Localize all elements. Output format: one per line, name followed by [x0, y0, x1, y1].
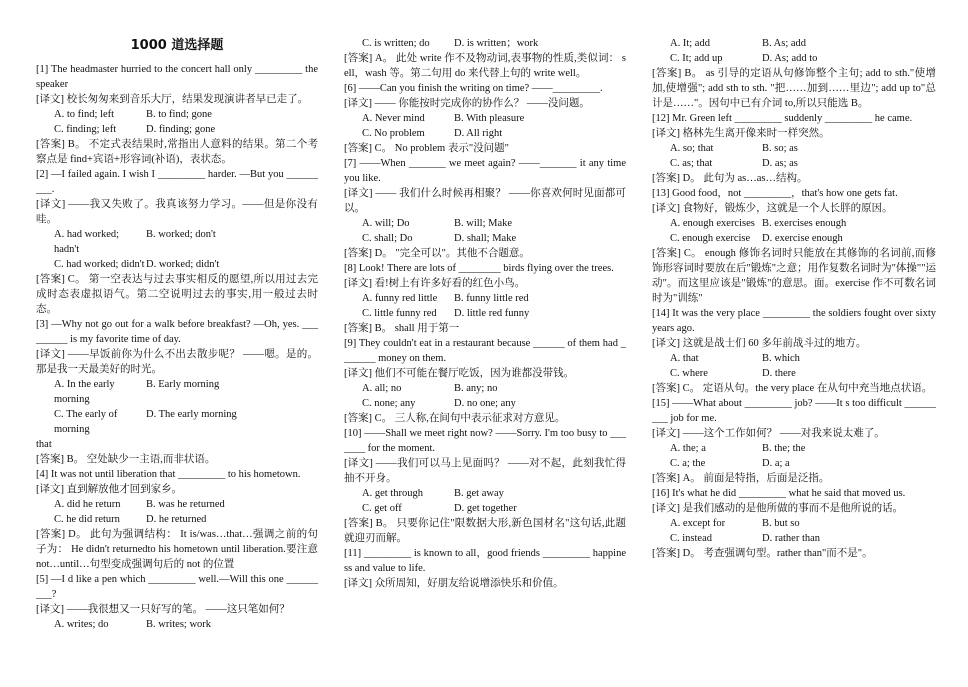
- option-row: [36, 497, 318, 512]
- option-b: D. as; as: [762, 158, 798, 169]
- answer-text: [答案] D。 考查强调句型。rather than"而不是"。: [652, 548, 873, 559]
- answer-text: [答案] C。 第一空表达与过去事实相反的愿望,所以用过去完成时态表虚拟语气。第二空说明过去的事实,用一般过去时态。: [36, 274, 318, 315]
- option-a: A. did he return: [54, 499, 121, 510]
- translation-text: [译文] —— 你能按时完成你的协作么？ ——没问题。: [344, 98, 590, 109]
- option-row: [36, 257, 318, 272]
- option-b: D. get together: [454, 503, 517, 514]
- question-text: [14] It was the very place _________ the soldiers fought over sixty years ago.: [652, 308, 936, 334]
- answer-text: [答案] B。 只要你记住"限数据大形,新色国材名"这句话,此题就迎刃而解。: [344, 518, 626, 544]
- option-row: [652, 216, 936, 231]
- answer-text: [答案] C。 定语从句。the very place 在从句中充当地点状语。: [652, 383, 933, 394]
- option-a: C. had worked; didn't: [54, 259, 145, 270]
- answer-text: [答案] C。 enough 修饰名词时只能放在其修饰的名词前,而修饰形容词时要放在后"锻炼"之意；用作复数名词时为"体操""运动"。而这里应该是"锻炼"的意思。面。exercise 作不可数名词时为"训练": [652, 248, 936, 304]
- option-b: B. the; the: [762, 443, 806, 454]
- option-b: B. With pleasure: [454, 113, 525, 124]
- translation-text: [译文] ——这个工作如何？ ——对我来说太难了。: [652, 428, 885, 439]
- option-row: [652, 141, 936, 156]
- answer-text: [答案] D。 此句为 as…as…结构。: [652, 173, 808, 184]
- option-a: A. Never mind: [362, 113, 425, 124]
- option-row: [344, 126, 626, 141]
- answer-text: [答案] C。 No problem 表示"没问题": [344, 143, 509, 154]
- option-b: B. writes; work: [146, 619, 212, 630]
- option-row: [652, 366, 936, 381]
- answer-text: [答案] A。 此处 write 作不及物动词,表事物的性质,类似词： sell，wash 等。第二句用 do 来代替上句的 write well。: [344, 53, 626, 79]
- option-b: D. The early morning: [146, 409, 237, 420]
- option-a: C. The early of morning: [54, 409, 118, 435]
- option-b: B. worked; don't: [146, 229, 216, 240]
- option-row: [36, 512, 318, 527]
- option-b: D. shall; Make: [454, 233, 517, 244]
- question-text: [3] —Why not go out for a walk before breakfast? —Oh, yes. _________ is my favorite time of day.: [36, 319, 318, 345]
- option-row: [652, 516, 936, 531]
- question-text: [8] Look! There are lots of ________ birds flying over the trees.: [344, 263, 614, 274]
- question-text: [5] —I d like a pen which _________ well.—Will this one _________?: [36, 574, 318, 600]
- translation-text: [译文] 看!树上有许多好看的红色小鸟。: [344, 278, 526, 289]
- option-b: D. finding; gone: [146, 124, 216, 135]
- column-middle: [344, 36, 626, 591]
- column-right: [652, 36, 936, 561]
- option-row: [652, 51, 936, 66]
- question-text: [16] It's what he did _________ what he said that moved us.: [652, 488, 906, 499]
- question-text: [11] _________ is known to all，good friends _________ happiness and value to life.: [344, 548, 626, 574]
- translation-text: [译文] 食物好，锻炼少，这就是一个人长胖的原因。: [652, 203, 893, 214]
- option-a: C. No problem: [362, 128, 425, 139]
- column-left: [36, 62, 318, 632]
- translation-text: [译文] 这就是战士们 60 多年前战斗过的地方。: [652, 338, 867, 349]
- option-row: [344, 306, 626, 321]
- option-row: [36, 377, 318, 407]
- option-b: B. funny little red: [454, 293, 529, 304]
- option-row: [344, 36, 626, 51]
- option-a: A. so; that: [670, 143, 714, 154]
- translation-text: [译文] 是我们感动的是他所做的事而不是他所说的话。: [652, 503, 904, 514]
- translation-text: [译文] ——我很想又一只好写的笔。 ——这只笔如何？: [36, 604, 290, 615]
- option-a: C. none; any: [362, 398, 416, 409]
- question-text: [4] It was not until liberation that _________ to his hometown.: [36, 469, 301, 480]
- answer-text: [答案] B。 shall 用于第一: [344, 323, 460, 334]
- option-a: A. funny red little: [362, 293, 438, 304]
- option-a: C. get off: [362, 503, 402, 514]
- answer-text: [答案] A。 前面是特指，后面是泛指。: [652, 473, 830, 484]
- option-row: [344, 501, 626, 516]
- option-a: A. all; no: [362, 383, 402, 394]
- option-a: C. he did return: [54, 514, 120, 525]
- question-text: [13] Good food，not _________，that's how one gets fat.: [652, 188, 898, 199]
- option-row: [344, 111, 626, 126]
- question-text: [10] ——Shall we meet right now? ——Sorry. I'm too busy to _______ for the moment.: [344, 428, 626, 454]
- translation-text: [译文] 直到解放他才回到家乡。: [36, 484, 183, 495]
- option-row: [36, 407, 318, 437]
- translation-text: [译文] 校长匆匆来到音乐大厅，结果发现演讲者早已走了。: [36, 94, 309, 105]
- option-row: [36, 227, 318, 257]
- option-a: C. a; the: [670, 458, 706, 469]
- answer-text: [答案] B。 as 引导的定语从句修饰整个主句; add to sth."使增加,使增强"; add sth to sth. "把……加到……里边"; add up to"总计是……"。因句中已有介词 to,所以只能选 B。: [652, 68, 937, 109]
- option-b: B. to find; gone: [146, 109, 212, 120]
- option-a: A. writes; do: [54, 619, 109, 630]
- option-a: A. the; a: [670, 443, 706, 454]
- option-a: C. where: [670, 368, 708, 379]
- option-b: D. is written；work: [454, 38, 539, 49]
- page-title: 1000 道选择题: [130, 38, 224, 53]
- option-row: [652, 36, 936, 51]
- option-a: C. is written; do: [362, 38, 430, 49]
- option-row: [344, 381, 626, 396]
- option-b: B. so; as: [762, 143, 798, 154]
- option-row: [652, 531, 936, 546]
- answer-text: [答案] C。 三人称,在间句中表示征求对方意见。: [344, 413, 566, 424]
- answer-text: [答案] B。 空处缺少一主语,而非状语。: [36, 454, 216, 465]
- option-b: D. As; add to: [762, 53, 818, 64]
- option-b: B. As; add: [762, 38, 807, 49]
- question-text: [9] They couldn't eat in a restaurant because ______ of them had _______ money on them.: [344, 338, 626, 364]
- option-b: B. will; Make: [454, 218, 513, 229]
- option-b: B. any; no: [454, 383, 498, 394]
- question-text: [1] The headmaster hurried to the concert hall only _________ the speaker: [36, 64, 318, 90]
- translation-text: [译文] ——我又失败了。我真该努力学习。——但是你没有哇。: [36, 199, 318, 225]
- option-b: B. get away: [454, 488, 504, 499]
- option-a: A. to find; left: [54, 109, 115, 120]
- answer-text: [答案] B。 不定式表结果时,常指出人意料的结果。第二个考察点是 find+宾语+形容词(补语)，表状态。: [36, 139, 318, 165]
- option-b: D. a; a: [762, 458, 790, 469]
- option-b: B. was he returned: [146, 499, 225, 510]
- option-b: D. All right: [454, 128, 503, 139]
- option-a: C. finding; left: [54, 124, 117, 135]
- option-a: A. will; Do: [362, 218, 410, 229]
- option-b: D. he returned: [146, 514, 207, 525]
- option-row: [344, 486, 626, 501]
- question-text: that: [36, 439, 52, 450]
- question-text: [2] —I failed again. I wish I _________ harder. —But you _________.: [36, 169, 318, 195]
- option-b: D. there: [762, 368, 796, 379]
- question-text: [15] ——What about _________ job? ——It s too difficult _________ job for me.: [652, 398, 936, 424]
- option-row: [652, 156, 936, 171]
- option-row: [344, 231, 626, 246]
- translation-text: [译文] ——早饭前你为什么不出去散步呢？ ——嗯。是的。那是我一天最美好的时光。: [36, 349, 318, 375]
- option-row: [652, 441, 936, 456]
- option-b: B. Early morning: [146, 379, 220, 390]
- question-text: [12] Mr. Green left _________ suddenly _________ he came.: [652, 113, 913, 124]
- option-b: D. rather than: [762, 533, 821, 544]
- translation-text: [译文] 他们不可能在餐厅吃饭，因为谁都没带钱。: [344, 368, 575, 379]
- option-row: [652, 456, 936, 471]
- option-a: C. enough exercise: [670, 233, 751, 244]
- answer-text: [答案] D。 此句为强调结构： It is/was…that…强调之前的句子为： He didn't returnedto his hometown until liberation.要注意 not…until…句型变成强调句后的 not 的位置: [36, 529, 318, 570]
- option-row: [344, 216, 626, 231]
- option-a: C. little funny red: [362, 308, 437, 319]
- option-b: B. which: [762, 353, 800, 364]
- option-row: [652, 231, 936, 246]
- answer-text: [答案] D。 "完全可以"。其他不合题意。: [344, 248, 530, 259]
- option-a: C. shall; Do: [362, 233, 413, 244]
- option-b: D. little red funny: [454, 308, 530, 319]
- option-a: A. get through: [362, 488, 423, 499]
- option-b: B. but so: [762, 518, 800, 529]
- option-b: D. exercise enough: [762, 233, 843, 244]
- translation-text: [译文] 众所周知，好朋友给说增添快乐和价值。: [344, 578, 564, 589]
- option-b: D. no one; any: [454, 398, 516, 409]
- option-b: B. exercises enough: [762, 218, 847, 229]
- option-a: A. had worked; hadn't: [54, 229, 120, 255]
- translation-text: [译文] 格林先生离开像来时一样突然。: [652, 128, 830, 139]
- translation-text: [译文] —— 我们什么时候再相聚？ ——你喜欢何时见面都可以。: [344, 188, 626, 214]
- option-row: [652, 351, 936, 366]
- option-a: A. except for: [670, 518, 726, 529]
- translation-text: [译文] ——我们可以马上见面吗？ ——对不起，此刻我忙得抽不开身。: [344, 458, 626, 484]
- option-a: C. as; that: [670, 158, 713, 169]
- option-a: C. It; add up: [670, 53, 723, 64]
- question-text: [6] ——Can you finish the writing on time? ——_________.: [344, 83, 603, 94]
- option-row: [36, 107, 318, 122]
- option-a: A. that: [670, 353, 699, 364]
- option-row: [344, 396, 626, 411]
- question-text: [7] ——When _______ we meet again? ——_______ it any time you like.: [344, 158, 626, 184]
- option-a: C. instead: [670, 533, 712, 544]
- option-b: D. worked; didn't: [146, 259, 220, 270]
- option-a: A. It; add: [670, 38, 710, 49]
- option-row: [36, 122, 318, 137]
- option-row: [344, 291, 626, 306]
- option-a: A. enough exercises: [670, 218, 755, 229]
- option-a: A. In the early morning: [54, 379, 115, 405]
- option-row: [36, 617, 318, 632]
